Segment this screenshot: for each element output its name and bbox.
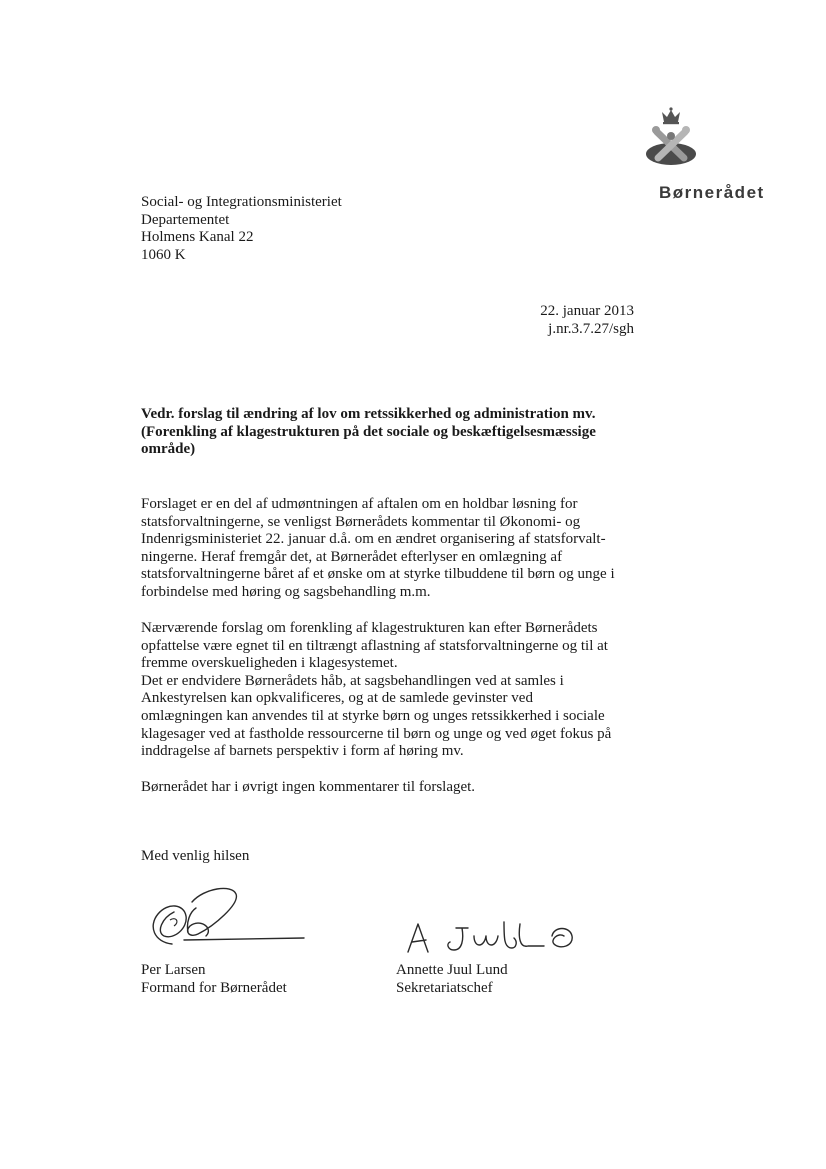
subject-heading [141,406,596,459]
recipient-line: Departementet [141,211,230,228]
recipient-line: Social- og Integrationsministeriet [141,194,342,210]
recipient-line: 1060 K [141,246,186,263]
signature-annette-juul-lund [404,918,584,958]
paragraph-line: ningerne. Heraf fremgår det, at Børnerådet efterlyser en omlægning af [141,548,563,565]
signature-per-larsen [144,882,314,952]
paragraph-line: statsforvaltningerne, se venligst Børnerådets kommentar til Økonomi- og [141,513,581,530]
paragraph-line: Ankestyrelsen kan opkvalificeres, og at de samlede gevinster ved [141,690,533,707]
paragraph-line: Indenrigsministeriet 22. januar d.å. om en ændret organisering af statsforvalt- [141,531,606,548]
closing: Med venlig hilsen [141,848,250,864]
letter-date: 22. januar 2013 [540,303,634,319]
signatory-name: Per Larsen [141,962,206,978]
signatory-title: Sekretariatschef [396,979,493,996]
paragraph-line: Børnerådet har i øvrigt ingen kommentarer til forslaget. [141,779,476,795]
recipient-line: Holmens Kanal 22 [141,229,254,246]
signatory-block [396,962,508,997]
paragraph [141,620,611,761]
crowned-emblem-icon [634,106,708,175]
paragraph [141,496,615,602]
paragraph-line: Forslaget er en del af udmøntningen af aftalen om en holdbar løsning for [141,496,578,512]
paragraph-line: opfattelse være egnet til en tiltrængt aflastning af statsforvaltningerne og til at [141,637,608,654]
subject-line: (Forenkling af klagestrukturen på det sociale og beskæftigelsesmæssige [141,423,596,440]
letter-meta [540,303,634,338]
signatory-title: Formand for Børnerådet [141,979,287,996]
signatory-name: Annette Juul Lund [396,962,508,978]
paragraph-line: Nærværende forslag om forenkling af klagestrukturen kan efter Børnerådets [141,620,598,636]
paragraph-line: fremme overskueligheden i klagesystemet. [141,655,398,672]
recipient-address [141,194,342,264]
paragraph-line: Det er endvidere Børnerådets håb, at sagsbehandlingen ved at samles i [141,672,564,689]
subject-line: Vedr. forslag til ændring af lov om retssikkerhed og administration mv. [141,406,596,422]
subject-line: område) [141,441,196,458]
logo-wordmark: Børnerådet [659,183,765,202]
signatory-block [141,962,287,997]
paragraph-line: omlægningen kan anvendes til at styrke børn og unges retssikkerhed i sociale [141,707,605,724]
paragraph-line: forbindelse med høring og sagsbehandling m.m. [141,583,431,600]
paragraph-line: inddragelse af barnets perspektiv i form af høring mv. [141,743,464,760]
paragraph [141,779,475,797]
logo [622,106,782,206]
paragraph-line: statsforvaltningerne båret af et ønske om at styrke tilbuddene til børn og unge i [141,566,615,583]
paragraph-line: klagesager ved at fastholde ressourcerne til børn og unge og ved øget fokus på [141,725,612,742]
journal-number: j.nr.3.7.27/sgh [548,320,634,337]
